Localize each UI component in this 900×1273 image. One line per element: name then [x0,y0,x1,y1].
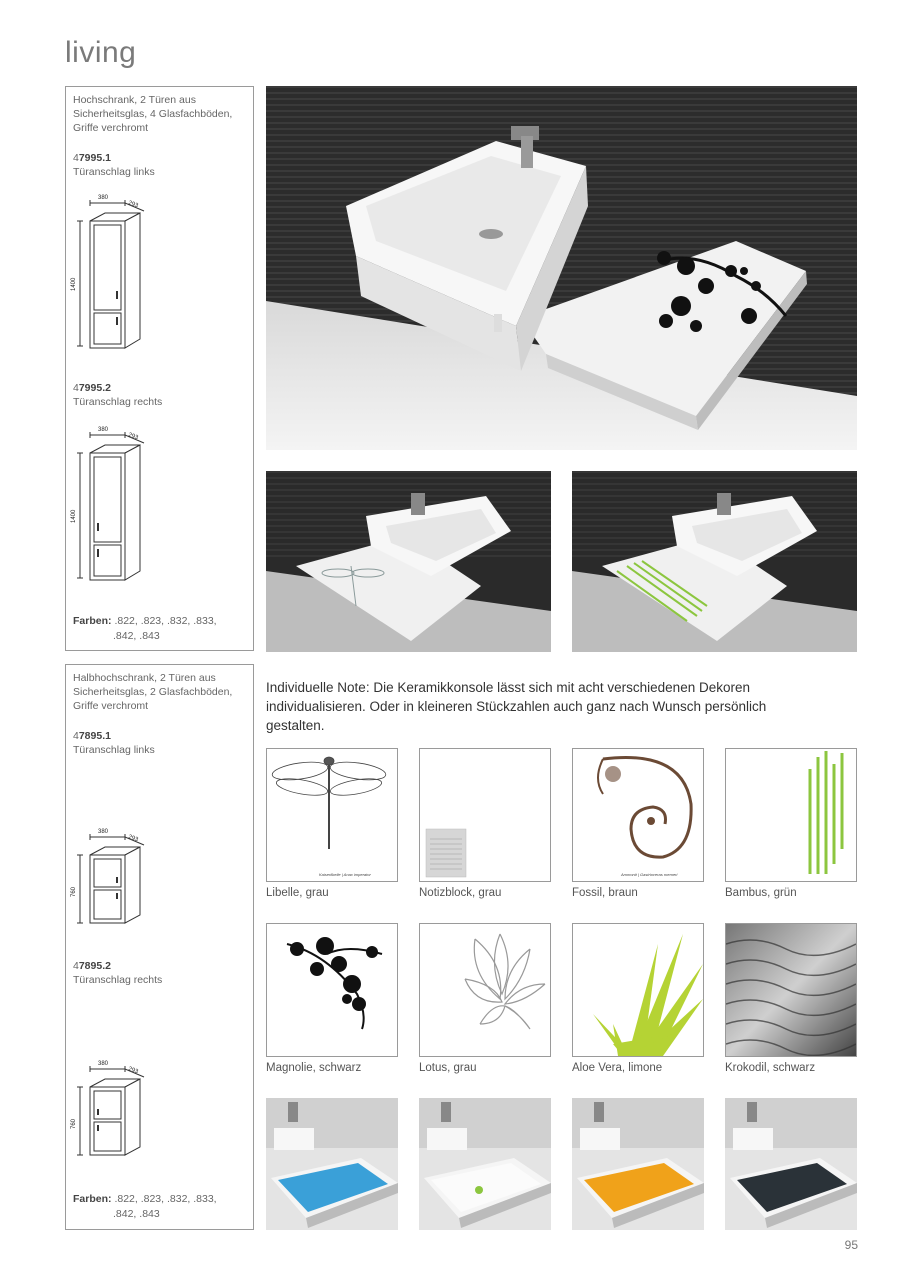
decor-tile-lotus[interactable] [419,923,551,1057]
tall-cabinet-description: Hochschrank, 2 Türen aus Sicherheitsglas, 4 Glasfachböden, Griffe verchromt [73,94,233,134]
dim-depth: 293 [127,200,139,210]
tall-cabinet-colors: Farben: .822, .823, .832, .833, .842, .843 [73,615,217,642]
decor-caption-libelle: Libelle, grau [266,887,329,899]
decor-tile-notizblock[interactable] [419,748,551,882]
libelle-tile-label: Kaiserlibelle | Anax imperator [319,872,371,877]
page-number: 95 [844,1238,858,1252]
fossil-tile-label: Ammonit | Gastrioceras roemeri [621,872,678,877]
half-cabinet-variant-2: 47895.2 Türanschlag rechts [73,960,163,986]
page-title: living [65,36,137,69]
svg-text:760: 760 [71,886,77,897]
half-cabinet-variant-1: 47895.1 Türanschlag links [73,730,155,756]
svg-text:1400: 1400 [71,509,77,523]
svg-text:293: 293 [127,432,139,442]
half-cabinet-drawing-right [70,1057,160,1167]
tall-cabinet-drawing-right [70,423,160,593]
photo-console-logo [419,1098,551,1230]
decor-tile-fossil[interactable] [572,748,704,882]
decor-caption-lotus: Lotus, grau [419,1062,477,1074]
photo-console-dark [725,1098,857,1230]
tall-cabinet-panel [65,86,254,651]
tall-cabinet-variant-1: 47995.1 Türanschlag links [73,152,155,178]
dim-height: 1400 [71,277,77,291]
decor-caption-notizblock: Notizblock, grau [419,887,502,899]
dim-width: 380 [98,195,109,201]
half-cabinet-description: Halbhochschrank, 2 Türen aus Sicherheitsglas, 2 Glasfachböden, Griffe verchromt [73,672,233,712]
decor-caption-fossil: Fossil, braun [572,887,638,899]
svg-text:293: 293 [127,834,139,844]
tall-cabinet-variant-2: 47995.2 Türanschlag rechts [73,382,163,408]
intro-text: Individuelle Note: Die Keramikkonsole lässt sich mit acht verschiedenen Dekoren individualisieren. Oder in kleineren Stückzahlen auch ganz nach Wunsch persönlich gestalten. [266,680,767,733]
decor-tile-krokodil[interactable] [725,923,857,1057]
decor-tile-magnolie[interactable] [266,923,398,1057]
photo-basin-dragonfly [266,471,551,652]
decor-tile-bambus[interactable] [725,748,857,882]
svg-text:293: 293 [127,1066,139,1076]
half-cabinet-drawing-left [70,825,160,935]
hero-photo-basin-magnolia [266,86,857,450]
decor-caption-aloe: Aloe Vera, limone [572,1062,663,1074]
svg-text:380: 380 [98,829,109,835]
half-cabinet-panel [65,664,254,1230]
decor-caption-krokodil: Krokodil, schwarz [725,1062,816,1074]
decor-caption-bambus: Bambus, grün [725,887,797,899]
photo-console-amber [572,1098,704,1230]
svg-text:760: 760 [71,1118,77,1129]
photo-console-pool [266,1098,398,1230]
half-cabinet-colors: Farben: .822, .823, .832, .833, .842, .843 [73,1193,217,1220]
photo-basin-bamboo [572,471,857,652]
svg-text:380: 380 [98,427,109,433]
decor-tile-libelle[interactable] [266,748,398,882]
decor-caption-magnolie: Magnolie, schwarz [266,1062,362,1074]
tall-cabinet-drawing-left [70,191,160,361]
svg-text:380: 380 [98,1061,109,1067]
decor-tile-aloe[interactable] [572,923,704,1057]
